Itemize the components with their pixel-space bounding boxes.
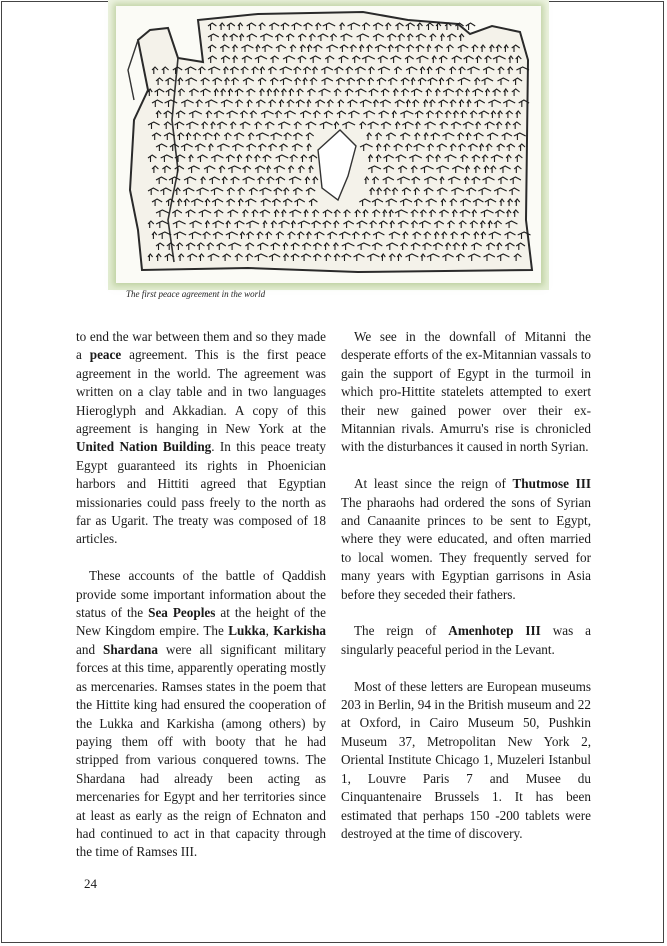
right-paragraph-4: Most of these letters are European museums 203 in Berlin, 94 in the British museum and 22 at Oxford, in Cairo Museum 50, Pushkin Museum 37, Metropolitan New York 2, Oriental Institute Chicago 1, Muzeleri Istanbul 1, Louvre Paris 7 and Musee du Cinquantenaire Brussels 1. It has been estimated that perhaps 150 -200 tablets were destroyed at the time of discovery. (341, 678, 591, 841)
right-paragraph-2 (341, 475, 591, 604)
text-run: . In this peace treaty Egypt guaranteed its rights in Phoenician harbors and Hittiti agreed that Egyptian missionaries could pass freely to the north as far as Ugarit. The treaty was composed of 18 articles. (76, 439, 326, 547)
bold-term-lukka: Lukka (228, 623, 266, 639)
text-run: were all significant military forces at this time, apparently operating mostly as mercenaries. Ramses states in the poem that the Hittite king had ensured the cooperation of the Lukka and Karkisha (among others) by paying them off with booty that he had stripped from various conquered towns. The Shardana had already been acting as mercenaries for Egypt and her territories since at least as early as the reign of Echnaton and had continued to act in that capacity through the time of Ramses III. (76, 641, 326, 860)
left-column (76, 328, 326, 880)
figure-caption: The first peace agreement in the world (126, 289, 266, 299)
text-run: The pharaohs had ordered the sons of Syrian and Canaanite princes to be sent to Egypt, where they were educated, and often married to local women. They frequently served for many years with Egyptian garrisons in Asia before they seceded their fathers. (341, 494, 591, 602)
bold-term-sea-peoples: Sea Peoples (148, 605, 216, 621)
text-run: At least since the reign of (354, 476, 513, 492)
text-run: was a singularly peaceful period in the Levant. (341, 623, 591, 657)
right-paragraph-3 (341, 622, 591, 659)
bold-term-karkisha: Karkisha (273, 623, 326, 639)
text-run: and (76, 641, 103, 657)
bold-term-shardana: Shardana (103, 641, 158, 657)
bold-term-thutmose-iii: Thutmose III (512, 476, 591, 492)
right-paragraph-1: We see in the downfall of Mitanni the desperate efforts of the ex-Mitannian vassals to gain the support of Egypt in the turmoil in which pro-Hittite statelets attempted to exert their new gained power over their ex-Mitannian rivals. Amurru's rise is chronicled with the disturbances it caused in north Syrian. (341, 329, 591, 455)
page-number: 24 (84, 876, 97, 891)
text-run: These accounts of the battle of Qaddish provide some important information about the status of the (76, 568, 326, 621)
text-run: , (265, 623, 274, 639)
bold-term-peace: peace (89, 347, 122, 363)
tablet-figure (108, 0, 549, 290)
left-paragraph-2 (76, 567, 326, 862)
clay-tablet-image (108, 0, 549, 290)
text-run: to end the war between them and so they made a (76, 329, 326, 363)
right-column (341, 328, 591, 862)
text-run: The reign of (354, 623, 449, 639)
text-run: agreement. This is the first peace agreement in the world. The agreement was written on a clay table and in two languages Hieroglyph and Akkadian. A copy of this agreement is hanging in New York at the (76, 347, 327, 437)
bold-term-amenhotep-iii: Amenhotep III (448, 623, 541, 639)
left-paragraph-1 (76, 328, 326, 549)
text-run: at the height of the New Kingdom empire. The (76, 605, 327, 639)
bold-term-united-nation-building: United Nation Building (76, 439, 212, 455)
